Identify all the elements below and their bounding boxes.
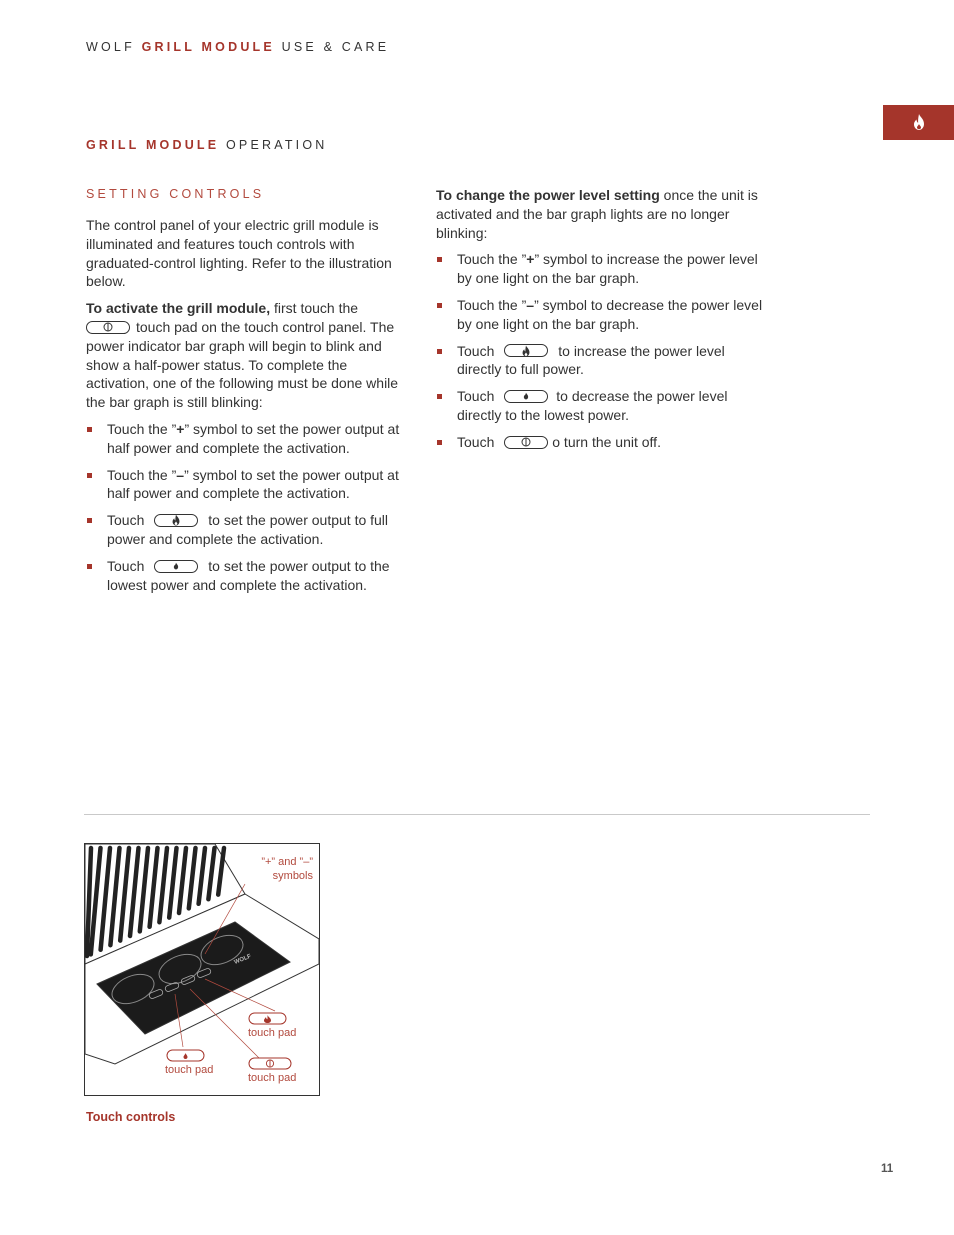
figure-caption: Touch controls [86,1110,176,1124]
running-header [86,40,389,54]
header-product: GRILL MODULE [141,40,275,54]
left-column [86,216,408,602]
divider [84,814,870,815]
symbols-label: ”+” and ”–” symbols [261,856,313,882]
list-item: Touch the ”–” symbol to decrease the power level by one light on the bar graph. [436,296,766,334]
activate-lead: To activate the grill module, [86,300,271,317]
list-item: Touch to increase the power level directly to full power. [436,342,766,380]
change-lead: To change the power level setting [436,187,660,203]
low-flame-icon [173,563,179,570]
section-title-bold: GRILL MODULE [86,138,220,152]
section-title [86,138,328,152]
activate-post: touch pad on the touch control panel. The power indicator bar graph will begin to blink and show a half-power status. To complete the activation, one of the following must be done while the bar graph is still blinking: [86,318,399,411]
subsection-title: SETTING CONTROLS [86,187,265,201]
activate-list [86,420,408,594]
low-touchpad-label: touch pad [165,1064,214,1076]
full-flame-icon [521,345,531,356]
low-flame-icon [523,393,529,400]
list-item: Touch to set the power output to full power and complete the activation. [86,511,408,549]
list-item: Touch the ”+” symbol to set the power output at half power and complete the activation. [86,420,408,458]
list-item: Touch to set the power output to the lowest power and complete the activation. [86,557,408,595]
low-touchpad-icon [154,560,198,573]
change-list [436,250,766,451]
section-title-rest: OPERATION [226,138,328,152]
full-touchpad-label: touch pad [248,1027,297,1039]
list-item: Touch to decrease the power level directly to the lowest power. [436,387,766,425]
power-icon [521,437,531,447]
power-touchpad-icon [504,436,548,449]
full-touchpad-icon [154,514,198,527]
header-brand: WOLF [86,40,135,54]
power-touchpad-icon [86,321,130,334]
wolf-brand-mark: WOLF [233,953,253,966]
page-number: 11 [881,1163,894,1175]
list-item: Touch o turn the unit off. [436,433,766,452]
right-column [436,186,766,460]
change-rest: once the unit is activated and the bar graph lights are no longer blinking: [436,187,758,241]
touch-controls-illustration [84,843,320,1096]
full-touchpad-icon [504,344,548,357]
power-icon [103,322,113,332]
power-touchpad-label: touch pad [248,1072,297,1084]
section-tab [883,105,954,140]
full-flame-icon [171,515,181,526]
intro-paragraph: The control panel of your electric grill module is illuminated and features touch controls with graduated-control lighting. Refer to the illustration below. [86,217,392,290]
change-paragraph [436,186,766,242]
list-item: Touch the ”+” symbol to increase the power level by one light on the bar graph. [436,250,766,288]
header-suffix: USE & CARE [281,40,390,54]
activate-pre: first touch the [274,300,359,317]
list-item: Touch the ”–” symbol to set the power output at half power and complete the activation. [86,466,408,504]
low-touchpad-icon [504,390,548,403]
activate-paragraph [86,299,408,412]
flame-icon [912,114,926,130]
